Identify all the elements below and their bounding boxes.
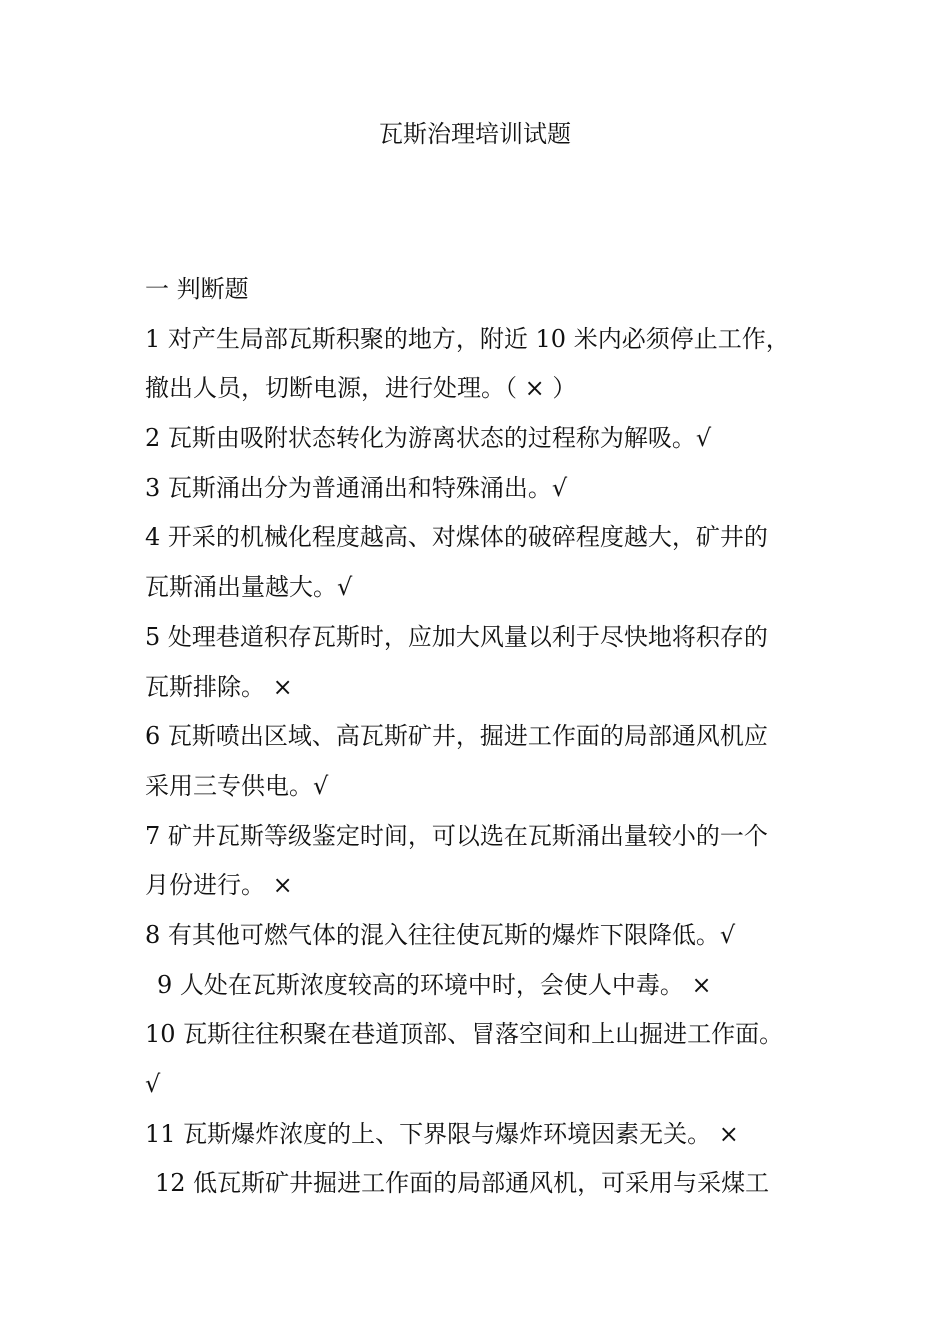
question-line-7: 5 处理巷道积存瓦斯时，应加大风量以利于尽快地将积存的 (145, 622, 768, 651)
question-line-12: 月份进行。 × (145, 871, 293, 900)
question-line-8: 瓦斯排除。 × (145, 672, 293, 701)
question-line-2: 撤出人员，切断电源，进行处理。（ × ） (145, 374, 577, 403)
question-line-4: 3 瓦斯涌出分为普通涌出和特殊涌出。√ (145, 473, 568, 502)
question-line-9: 6 瓦斯喷出区域、高瓦斯矿井，掘进工作面的局部通风机应 (145, 722, 768, 751)
question-line-1: 1 对产生局部瓦斯积聚的地方，附近 10 米内必须停止工作， (145, 324, 790, 353)
question-line-13: 8 有其他可燃气体的混入往往使瓦斯的爆炸下限降低。√ (145, 920, 736, 949)
question-line-11: 7 矿井瓦斯等级鉴定时间，可以选在瓦斯涌出量较小的一个 (145, 821, 768, 850)
question-line-5: 4 开采的机械化程度越高、对煤体的破碎程度越大，矿井的 (145, 523, 768, 552)
question-list (145, 265, 810, 1209)
section-heading: 一 判断题 (145, 275, 249, 303)
question-line-10: 采用三专供电。√ (145, 771, 329, 800)
document-title: 瓦斯治理培训试题 (379, 120, 571, 148)
question-line-18: 12 低瓦斯矿井掘进工作面的局部通风机，可采用与采煤工 (155, 1169, 770, 1198)
question-line-14: 9 人处在瓦斯浓度较高的环境中时，会使人中毒。 × (157, 970, 712, 999)
question-line-6: 瓦斯涌出量越大。√ (145, 573, 353, 602)
question-line-15: 10 瓦斯往往积聚在巷道顶部、冒落空间和上山掘进工作面。 (145, 1020, 784, 1049)
question-line-17: 11 瓦斯爆炸浓度的上、下界限与爆炸环境因素无关。 × (145, 1119, 739, 1148)
question-line-16: √ (145, 1070, 161, 1098)
question-line-3: 2 瓦斯由吸附状态转化为游离状态的过程称为解吸。√ (145, 424, 712, 453)
